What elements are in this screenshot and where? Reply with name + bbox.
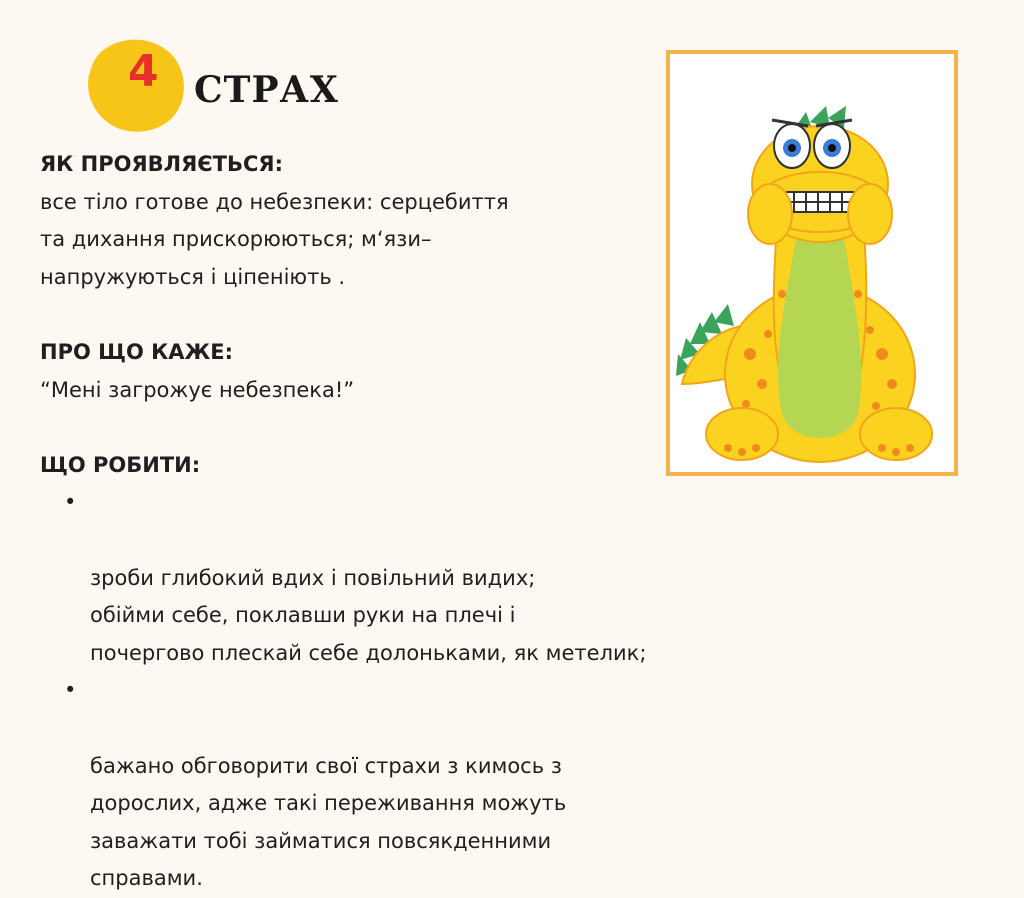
page-title: СТРАХ (194, 69, 339, 111)
actions-heading: ЩО РОБИТИ: (40, 452, 201, 477)
meaning-text: “Мені загрожує небезпека!” (40, 377, 355, 402)
manifestation-text: все тіло готове до небезпеки: серцебиття та дихання прискорюються; м‘язи– напружуються і ціпеніють . (40, 189, 509, 289)
list-item-text: бажано обговорити свої страхи з кимось з дорослих, адже такі переживання можуть заважати тобі займатися повсякденними справами. (90, 753, 567, 891)
list-item (40, 484, 780, 672)
illustration-frame (666, 50, 958, 476)
scared-dinosaur-icon (670, 54, 954, 472)
meaning-heading: ПРО ЩО КАЖЕ: (40, 339, 233, 364)
bullet-icon: • (64, 678, 77, 703)
actions-list (40, 484, 780, 898)
list-item (40, 672, 780, 898)
section-number: 4 (128, 46, 159, 97)
bullet-icon: • (64, 490, 77, 515)
manifestation-heading: ЯК ПРОЯВЛЯЄТЬСЯ: (40, 152, 283, 176)
list-item-text: зроби глибокий вдих і повільний видих; обійми себе, поклавши руки на плечі і почергово плескай себе долоньками, як метелик; (90, 565, 647, 665)
